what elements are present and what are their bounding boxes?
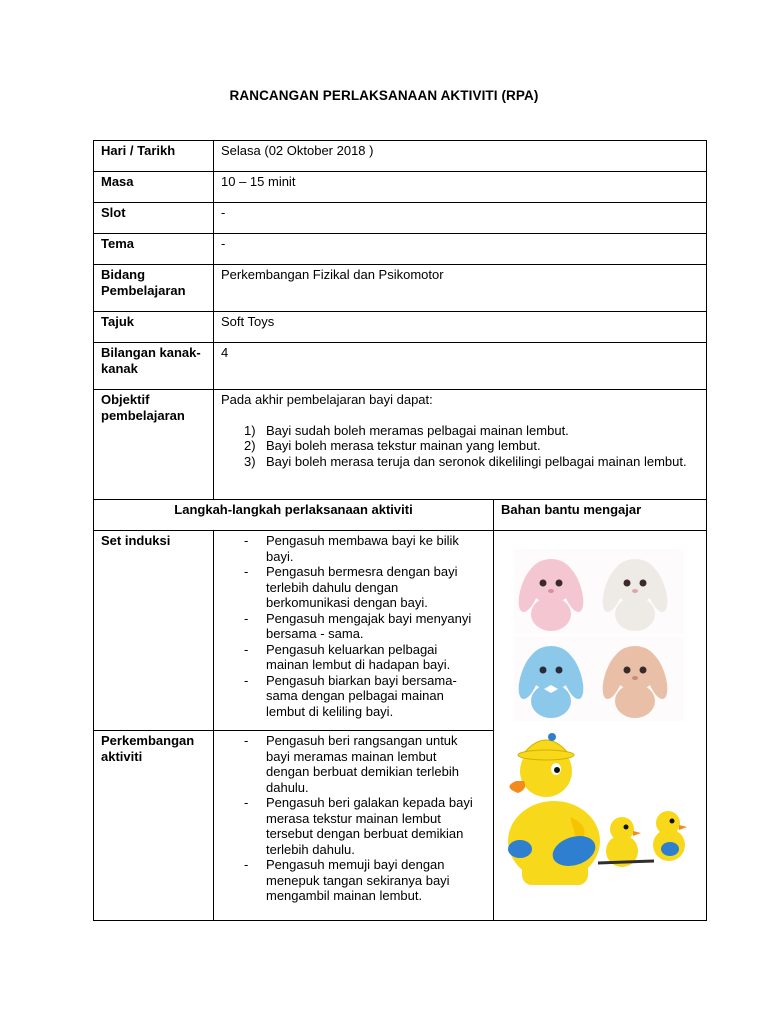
label-bidang: Bidang Pembelajaran xyxy=(94,265,214,312)
list-item: - Pengasuh beri rangsangan untuk bayi meramas mainan lembut dengan berbuat demikian terlebih dahulu. xyxy=(214,733,493,795)
duck-toy-image xyxy=(508,733,687,885)
bahan-cell xyxy=(494,531,707,921)
row-section-header xyxy=(94,500,707,531)
label-masa: Masa xyxy=(94,172,214,203)
value-masa: 10 – 15 minit xyxy=(214,172,707,203)
steps-header: Langkah-langkah perlaksanaan aktiviti xyxy=(94,500,494,531)
document-title: RANCANGAN PERLAKSANAAN AKTIVITI (RPA) xyxy=(229,88,539,103)
list-item: - Pengasuh bermesra dengan bayi terlebih dahulu dengan berkomunikasi dengan bayi. xyxy=(214,564,493,611)
label-slot: Slot xyxy=(94,203,214,234)
list-item: - Pengasuh keluarkan pelbagai mainan lembut di hadapan bayi. xyxy=(214,642,493,673)
list-item: - Pengasuh biarkan bayi bersama-sama dengan pelbagai mainan lembut di keliling bayi. xyxy=(214,673,493,720)
objektif-intro: Pada akhir pembelajaran bayi dapat: xyxy=(221,392,433,407)
label-perkembangan: Perkembangan aktiviti xyxy=(94,731,214,920)
list-item: - Pengasuh mengajak bayi menyanyi bersama - sama. xyxy=(214,611,493,642)
objektif-content xyxy=(214,390,707,500)
list-item: - Pengasuh memuji bayi dengan menepuk tangan sekiranya bayi mengambil mainan lembut. xyxy=(214,857,493,904)
teaching-aids-illustration xyxy=(494,531,706,916)
row-set-induksi xyxy=(94,531,707,731)
row-tema xyxy=(94,234,707,265)
rpa-table xyxy=(93,140,707,921)
label-tema: Tema xyxy=(94,234,214,265)
value-bidang: Perkembangan Fizikal dan Psikomotor xyxy=(214,265,707,312)
label-hari-tarikh: Hari / Tarikh xyxy=(94,141,214,172)
label-objektif: Objektif pembelajaran xyxy=(94,390,214,500)
value-tajuk: Soft Toys xyxy=(214,312,707,343)
value-bilangan: 4 xyxy=(214,343,707,390)
objektif-list xyxy=(221,423,700,470)
bunny-peach-image xyxy=(598,636,684,721)
perkembangan-list xyxy=(214,733,493,904)
label-tajuk: Tajuk xyxy=(94,312,214,343)
row-slot xyxy=(94,203,707,234)
value-tema: - xyxy=(214,234,707,265)
label-set-induksi: Set induksi xyxy=(94,531,214,731)
row-bilangan xyxy=(94,343,707,390)
perkembangan-content xyxy=(214,731,494,920)
row-hari-tarikh xyxy=(94,141,707,172)
set-induksi-list xyxy=(214,533,493,719)
list-item: - Pengasuh beri galakan kepada bayi merasa tekstur mainan lembut tersebut dengan berbuat demikian terlebih dahulu. xyxy=(214,795,493,857)
list-item: 1) Bayi sudah boleh meramas pelbagai mainan lembut. xyxy=(244,422,569,438)
row-bidang xyxy=(94,265,707,312)
bunny-pink-image xyxy=(514,549,599,634)
label-bilangan: Bilangan kanak-kanak xyxy=(94,343,214,390)
list-item: 3) Bayi boleh merasa teruja dan seronok dikelilingi pelbagai mainan lembut. xyxy=(244,453,687,469)
set-induksi-content xyxy=(214,531,494,731)
value-slot: - xyxy=(214,203,707,234)
bahan-header: Bahan bantu mengajar xyxy=(494,500,707,531)
list-item: - Pengasuh membawa bayi ke bilik bayi. xyxy=(214,533,493,564)
bunny-blue-image xyxy=(514,636,599,721)
row-objektif xyxy=(94,390,707,500)
row-tajuk xyxy=(94,312,707,343)
row-masa xyxy=(94,172,707,203)
value-hari-tarikh: Selasa (02 Oktober 2018 ) xyxy=(214,141,707,172)
list-item: 2) Bayi boleh merasa tekstur mainan yang lembut. xyxy=(244,438,541,453)
bunny-white-image xyxy=(598,549,684,634)
